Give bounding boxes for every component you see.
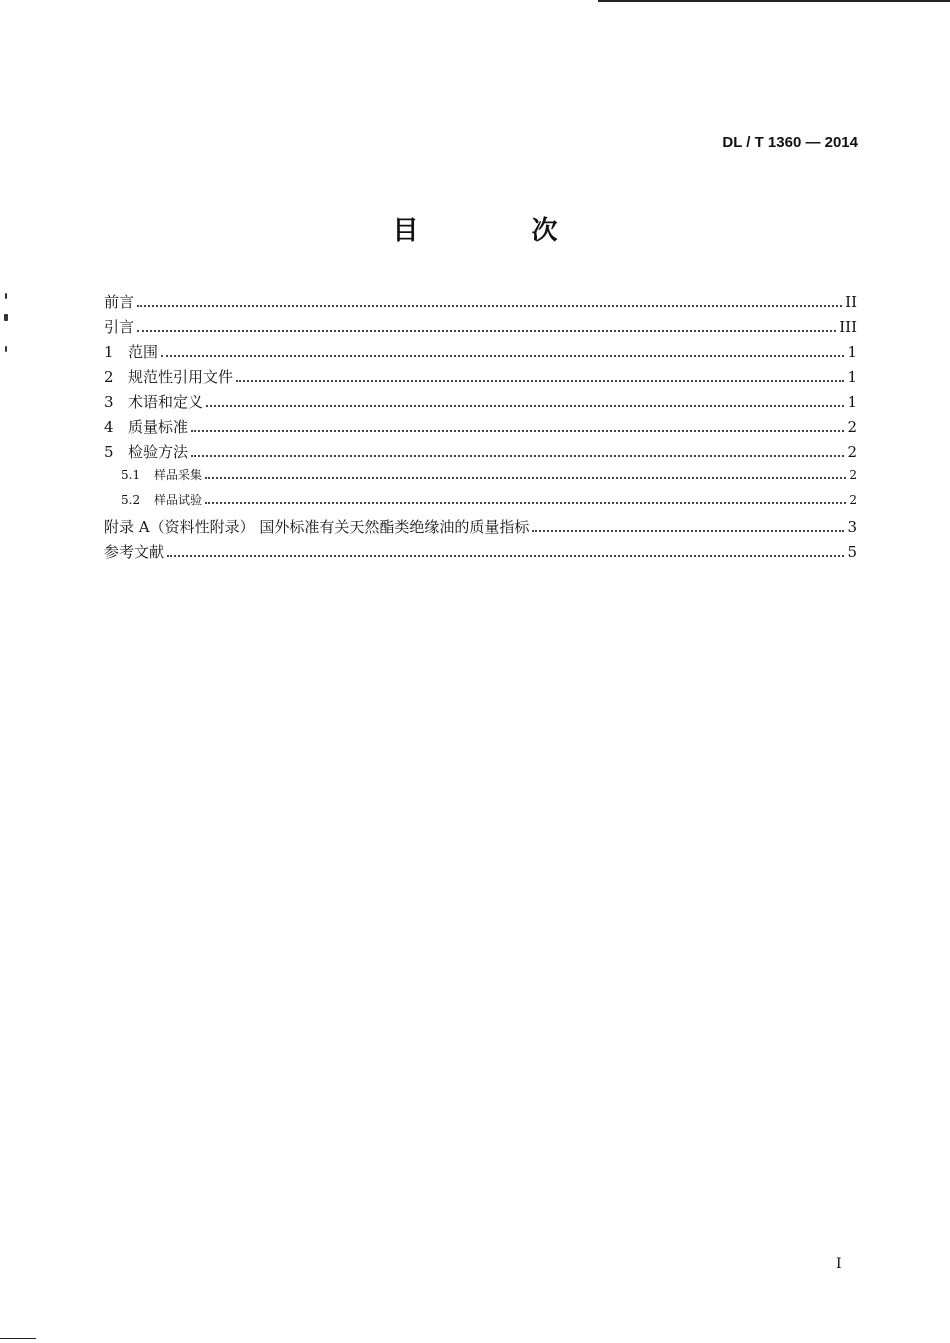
toc-leader — [167, 555, 844, 557]
scan-speck — [5, 346, 7, 352]
toc-label: 样品试验 — [154, 493, 203, 507]
toc-row-introduction[interactable] — [104, 316, 857, 341]
toc-label: 规范性引用文件 — [128, 368, 234, 386]
toc-row-sampling[interactable] — [104, 466, 857, 491]
top-rule — [598, 0, 950, 2]
toc-leader — [191, 430, 844, 432]
toc-number: 5.1 — [121, 468, 141, 482]
page-title: 目 次 — [392, 216, 610, 246]
toc-label: 范围 — [128, 343, 159, 361]
toc-number: 2 — [104, 368, 114, 386]
toc-page: 1 — [847, 393, 857, 411]
toc-label: 检验方法 — [128, 443, 189, 461]
toc-number: 5.2 — [121, 493, 141, 507]
toc-page: 2 — [849, 493, 857, 507]
toc-leader — [205, 477, 846, 479]
toc-page: 2 — [847, 443, 857, 461]
toc-page: II — [845, 293, 857, 311]
toc-page: 1 — [847, 368, 857, 386]
toc-row-test-methods[interactable] — [104, 441, 857, 466]
toc-number: 3 — [104, 393, 114, 411]
toc-label: 质量标准 — [128, 418, 189, 436]
toc-label: 引言 — [104, 318, 135, 336]
toc-row-appendix-a[interactable] — [104, 516, 857, 541]
toc-leader — [161, 355, 844, 357]
toc-row-foreword[interactable] — [104, 291, 857, 316]
toc-leader — [532, 530, 844, 532]
toc-label: 前言 — [104, 293, 135, 311]
toc-row-sample-testing[interactable] — [104, 491, 857, 516]
toc-number: 5 — [104, 443, 114, 461]
toc-leader — [205, 502, 846, 504]
toc-page: 1 — [847, 343, 857, 361]
toc-page: 2 — [849, 468, 857, 482]
toc-row-terms[interactable] — [104, 391, 857, 416]
toc-row-normative-references[interactable] — [104, 366, 857, 391]
toc-leader — [236, 380, 844, 382]
toc-leader — [137, 330, 836, 332]
toc-leader — [191, 455, 844, 457]
table-of-contents — [104, 291, 857, 566]
toc-row-bibliography[interactable] — [104, 541, 857, 566]
toc-page: III — [839, 318, 857, 336]
toc-number: 1 — [104, 343, 114, 361]
toc-page: 3 — [847, 518, 857, 536]
scan-speck — [5, 293, 7, 299]
bottom-rule — [0, 1338, 36, 1339]
toc-row-scope[interactable] — [104, 341, 857, 366]
toc-page: 2 — [847, 418, 857, 436]
page-number: I — [836, 1256, 842, 1272]
toc-label: 参考文献 — [104, 543, 165, 561]
document-code: DL / T 1360 — 2014 — [722, 134, 858, 151]
toc-label: 术语和定义 — [128, 393, 204, 411]
toc-leader — [206, 405, 844, 407]
toc-number: 4 — [104, 418, 114, 436]
toc-page: 5 — [847, 543, 857, 561]
toc-leader — [137, 305, 842, 307]
toc-label: 样品采集 — [154, 468, 203, 482]
scan-speck — [4, 314, 8, 321]
toc-row-quality-standard[interactable] — [104, 416, 857, 441]
toc-label: 附录 A（资料性附录） 国外标准有关天然酯类绝缘油的质量指标 — [104, 518, 530, 536]
